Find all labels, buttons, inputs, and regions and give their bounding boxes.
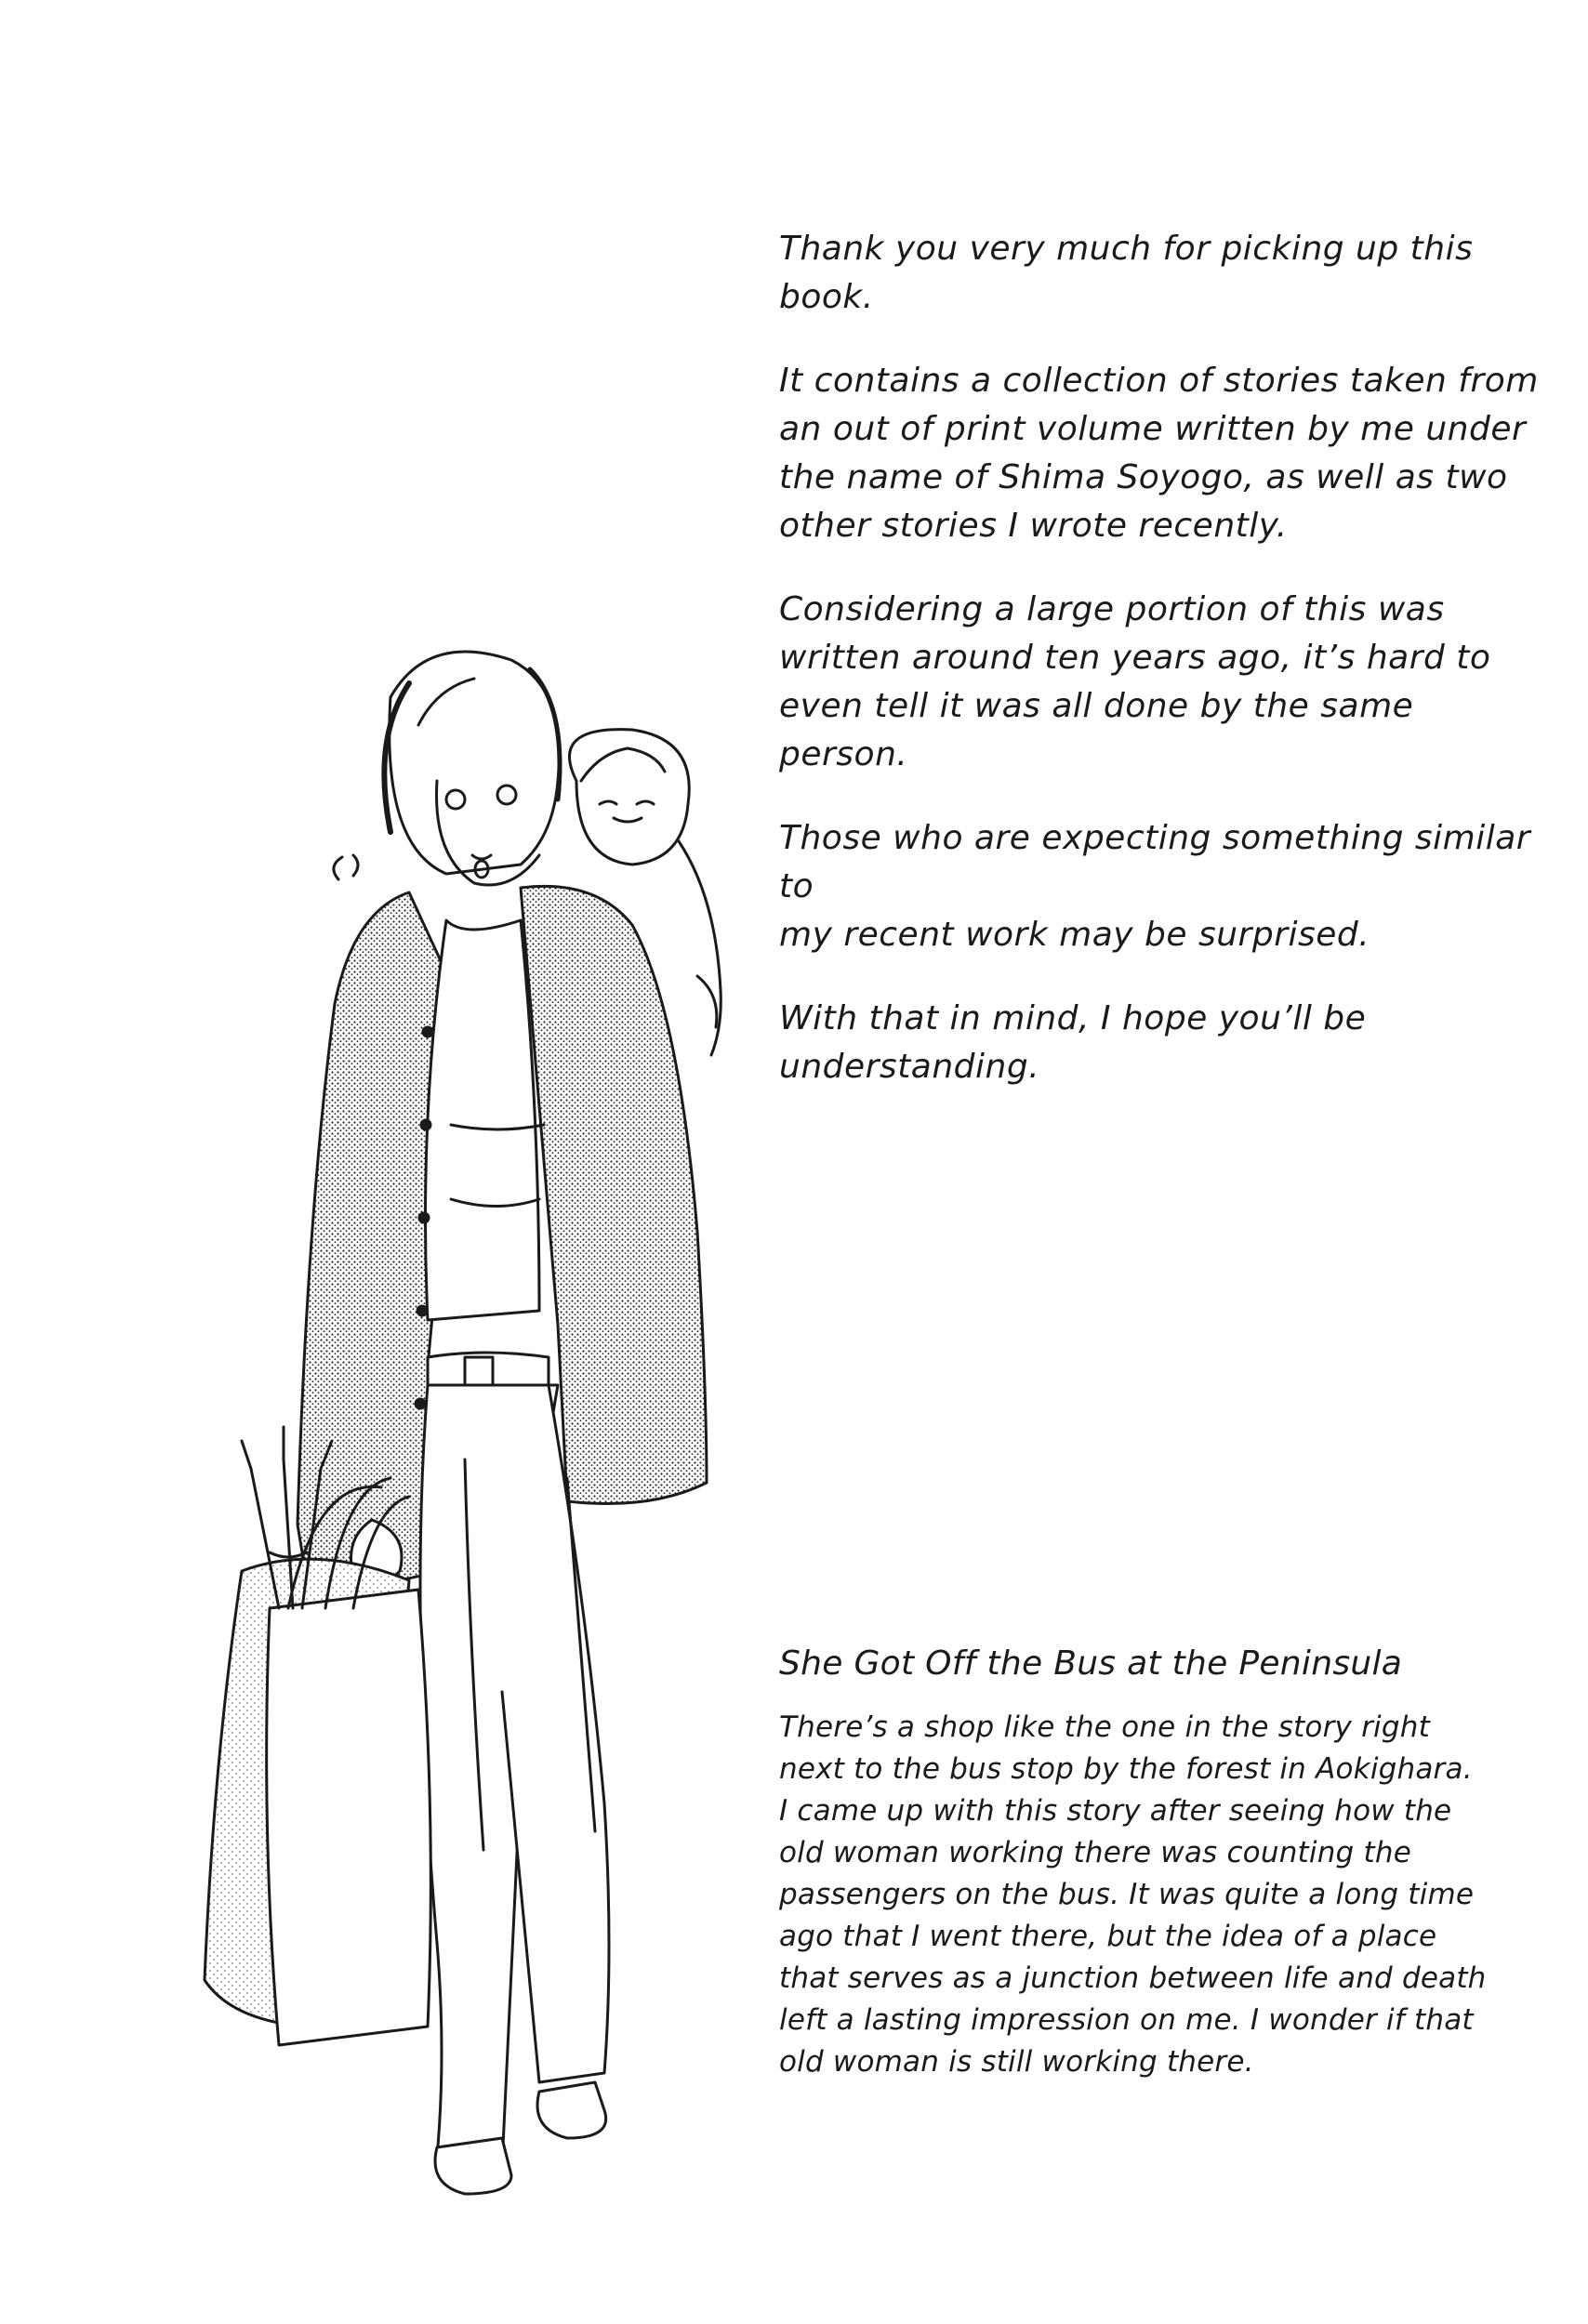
story-note bbox=[779, 1642, 1551, 2083]
intro-text bbox=[779, 225, 1551, 1127]
intro-paragraph-3: Considering a large portion of this was written around ten years ago, it’s hard to even tell it was all done by the same person. bbox=[779, 590, 1491, 773]
intro-paragraph-2: It contains a collection of stories taken from an out of print volume written by me under the name of Shima Soyogo, as well as two other stories I wrote recently. bbox=[779, 362, 1539, 545]
story-note-title: She Got Off the Bus at the Peninsula bbox=[779, 1644, 1403, 1683]
woman-with-child-drawing bbox=[130, 641, 772, 2212]
intro-paragraph-5: With that in mind, I hope you’ll be understanding. bbox=[779, 999, 1367, 1086]
story-note-body: There’s a shop like the one in the story right next to the bus stop by the forest in Aokighara. I came up with this story after seeing how the old woman working there was counting the passengers on the bus. It was quite a long time ago that I went there, but the idea of a place that serves as a junction between life and death left a lasting impression on me. I wonder if that old woman is still working there. bbox=[779, 1710, 1487, 2079]
intro-paragraph-1: Thank you very much for picking up this book. bbox=[779, 230, 1474, 316]
intro-paragraph-4: Those who are expecting something similar to my recent work may be surprised. bbox=[779, 819, 1531, 954]
illustration bbox=[130, 641, 772, 2212]
